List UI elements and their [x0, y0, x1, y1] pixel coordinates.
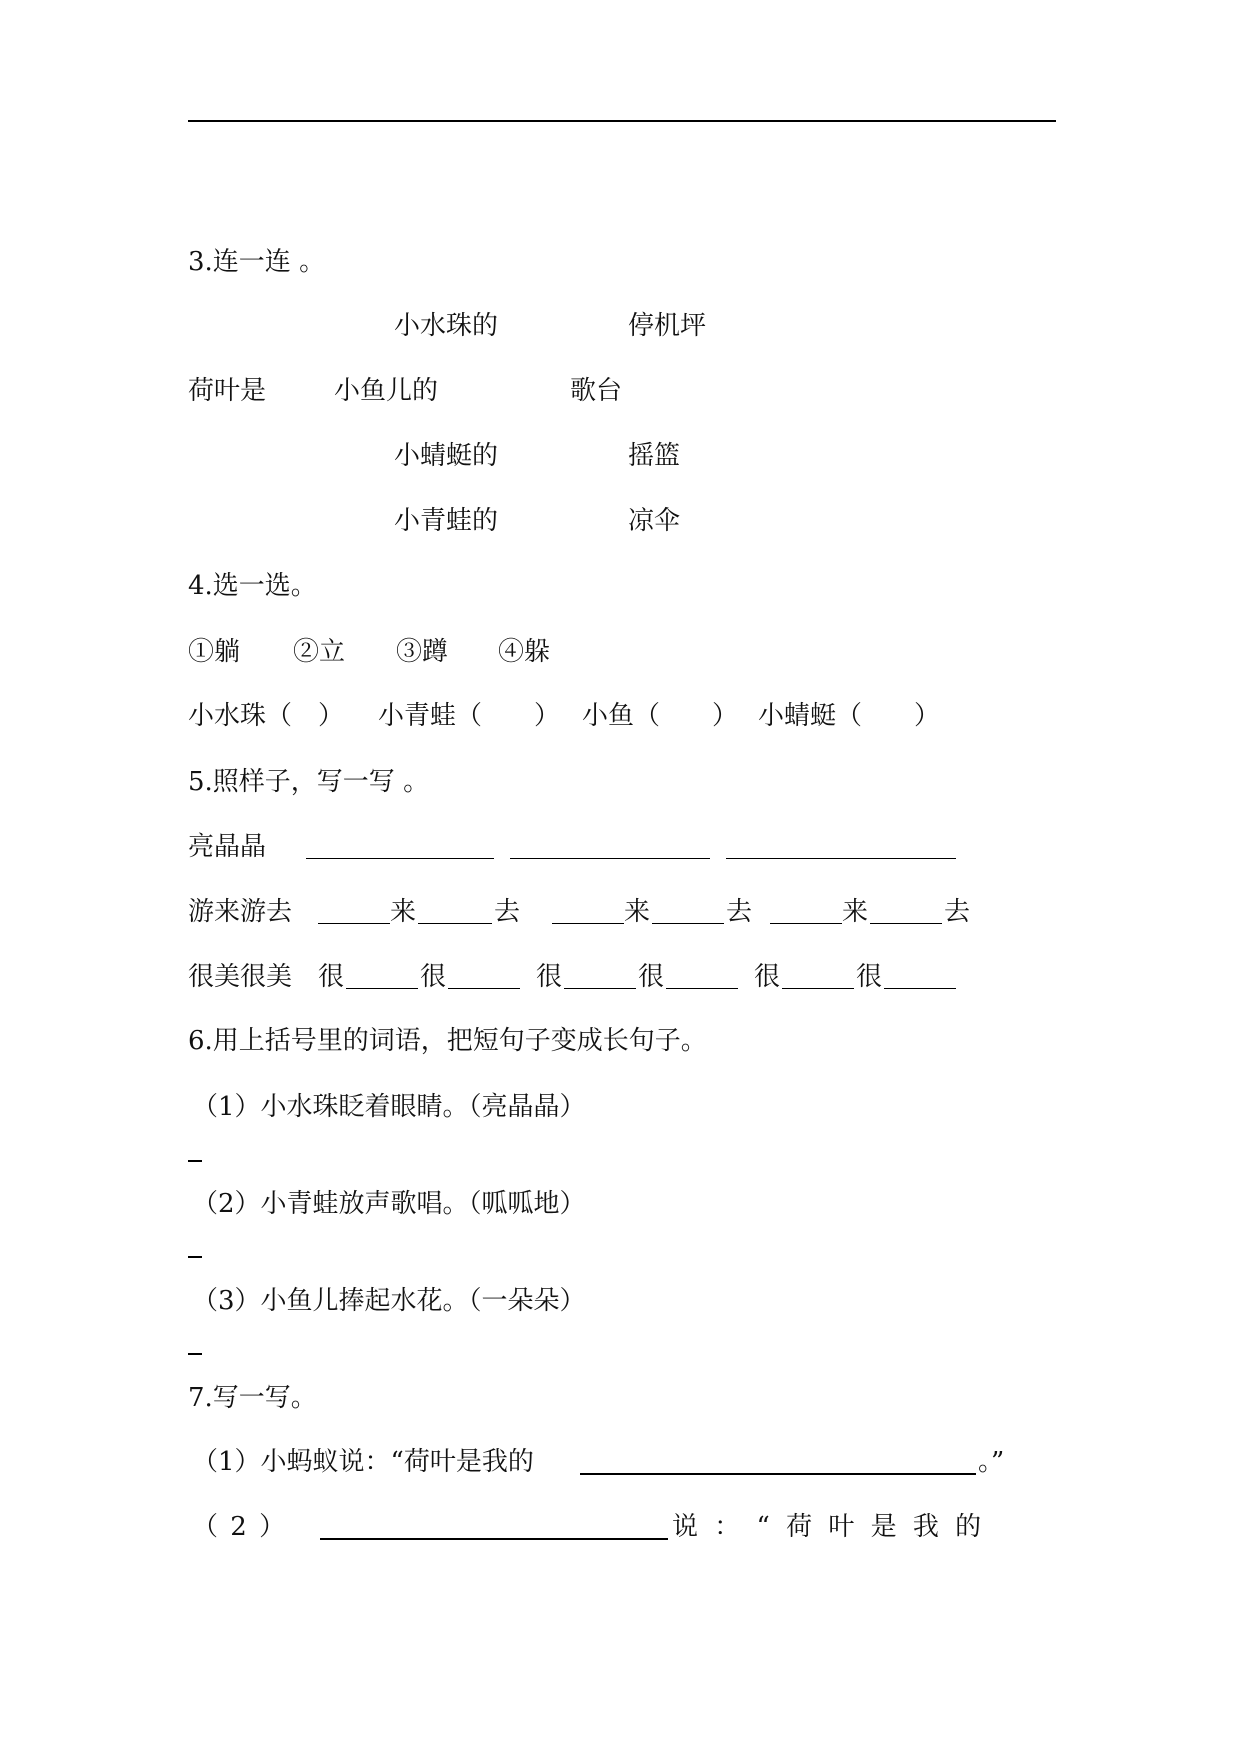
q3-left-2: 小鱼儿的: [334, 376, 439, 406]
q3-left-4: 小青蛙的: [394, 506, 499, 536]
q5-row3-blank-1[interactable]: [346, 988, 418, 989]
q6-title: 6.用上括号里的词语，把短句子变成长句子。: [188, 1026, 707, 1056]
q5-row2-blank-2[interactable]: [418, 923, 492, 924]
q5-row2-blank-6[interactable]: [870, 923, 942, 924]
q3-subject: 荷叶是: [188, 376, 267, 406]
q5-row2-qu-2: 去: [726, 897, 753, 927]
q7-title: 7.写一写。: [188, 1383, 317, 1413]
q3-left-3: 小蜻蜓的: [394, 441, 499, 471]
q3-left-1: 小水珠的: [394, 311, 499, 341]
q6-item-1: （1）小水珠眨着眼睛。（亮晶晶）: [192, 1092, 586, 1122]
q5-row3-label: 很美很美: [188, 962, 293, 992]
q5-row3-blank-4[interactable]: [666, 988, 738, 989]
q4-item-1: 小水珠（ ）: [188, 701, 345, 731]
header-rule: [188, 120, 1056, 122]
q5-row2-blank-1[interactable]: [318, 923, 390, 924]
q3-title: 3.连一连 。: [188, 247, 326, 277]
q5-row1-label: 亮晶晶: [188, 832, 267, 862]
q5-row3-blank-2[interactable]: [448, 988, 520, 989]
q5-row1-blank-1[interactable]: [306, 858, 494, 859]
q6-answer-line-1[interactable]: [188, 1160, 202, 1162]
q5-row2-qu-3: 去: [944, 897, 971, 927]
q4-option-4: ④躲: [498, 637, 551, 667]
q3-right-2: 歌台: [570, 376, 623, 406]
q5-row3-hen-5: 很: [754, 962, 781, 992]
q5-row2-lai-2: 来: [624, 897, 651, 927]
q7-item2-number: （ 2 ）: [192, 1512, 288, 1542]
q5-row3-hen-6: 很: [856, 962, 883, 992]
q6-item-3: （3）小鱼儿捧起水花。（一朵朵）: [192, 1286, 586, 1316]
q5-row2-qu-1: 去: [494, 897, 521, 927]
q7-item1-blank[interactable]: [580, 1473, 976, 1475]
q5-row3-blank-6[interactable]: [884, 988, 956, 989]
q6-item-2: （2）小青蛙放声歌唱。（呱呱地）: [192, 1189, 586, 1219]
q6-answer-line-3[interactable]: [188, 1353, 202, 1355]
q3-right-1: 停机坪: [628, 311, 707, 341]
q5-row2-blank-5[interactable]: [770, 923, 842, 924]
q5-row3-hen-3: 很: [536, 962, 563, 992]
q5-row3-blank-3[interactable]: [564, 988, 636, 989]
q5-row2-lai-3: 来: [842, 897, 869, 927]
q5-row3-hen-1: 很: [318, 962, 345, 992]
q5-row2-lai-1: 来: [390, 897, 417, 927]
q3-right-3: 摇篮: [628, 441, 681, 471]
q4-title: 4.选一选。: [188, 571, 317, 601]
q4-option-1: ①躺: [188, 637, 241, 667]
q5-row1-blank-2[interactable]: [510, 858, 710, 859]
q4-option-3: ③蹲: [396, 637, 449, 667]
q4-option-2: ②立: [293, 637, 346, 667]
q7-item2-text: 说 ： “ 荷 叶 是 我 的: [672, 1512, 986, 1542]
q5-row2-label: 游来游去: [188, 897, 293, 927]
q7-item1-prefix: （1）小蚂蚁说：“荷叶是我的: [192, 1447, 534, 1477]
q7-item1-suffix: 。”: [978, 1447, 1005, 1477]
q5-title: 5.照样子，写一写 。: [188, 767, 430, 797]
q5-row3-hen-4: 很: [638, 962, 665, 992]
q5-row2-blank-4[interactable]: [652, 923, 724, 924]
q5-row3-blank-5[interactable]: [782, 988, 854, 989]
q7-item2-blank[interactable]: [320, 1538, 668, 1540]
q5-row1-blank-3[interactable]: [726, 858, 956, 859]
q4-item-4: 小蜻蜓（ ）: [758, 701, 941, 731]
q5-row3-hen-2: 很: [420, 962, 447, 992]
q4-item-3: 小鱼（ ）: [582, 701, 739, 731]
q3-right-4: 凉伞: [628, 506, 681, 536]
q4-item-2: 小青蛙（ ）: [378, 701, 561, 731]
q6-answer-line-2[interactable]: [188, 1256, 202, 1258]
q5-row2-blank-3[interactable]: [552, 923, 624, 924]
